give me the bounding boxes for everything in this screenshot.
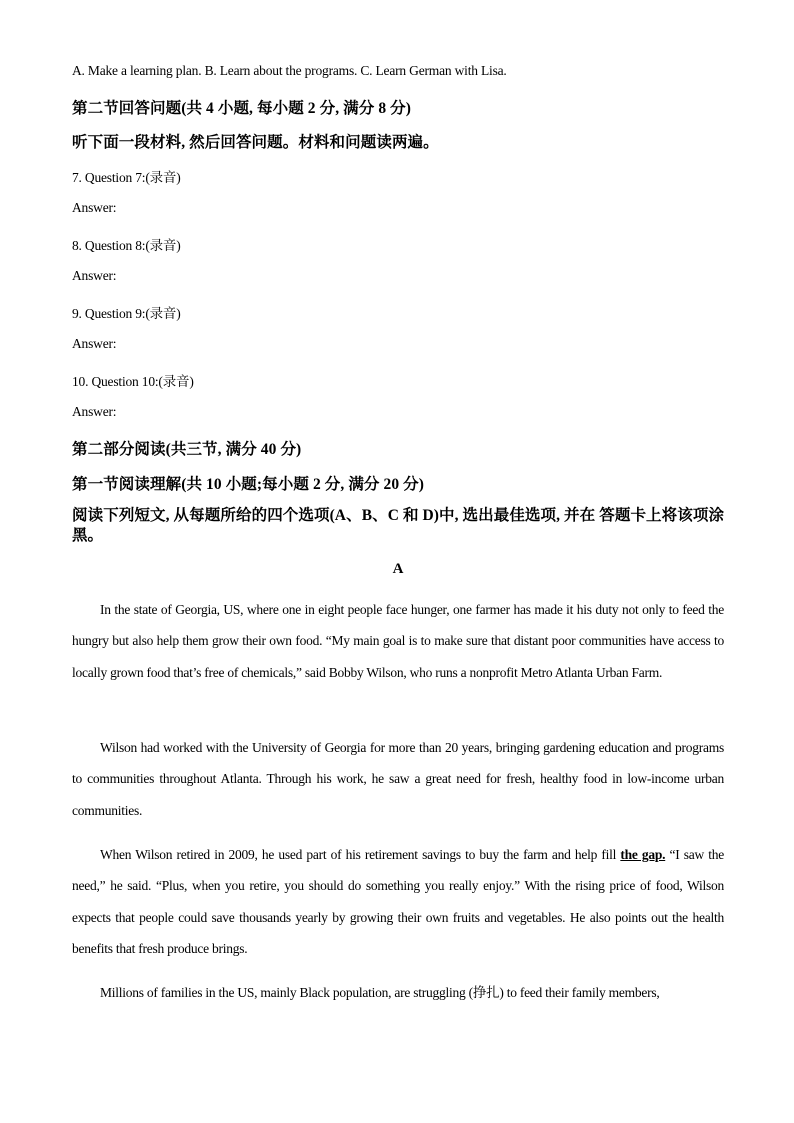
section2-heading: 第二节回答问题(共 4 小题, 每小题 2 分, 满分 8 分) xyxy=(72,100,412,117)
paragraph-3-text-before: When Wilson retired in 2009, he used part of his retirement savings to buy the farm and help fill xyxy=(100,847,621,862)
question-8-prompt: 8. Question 8:(录音) xyxy=(72,238,181,253)
part2-heading: 第二部分阅读(共三节, 满分 40 分) xyxy=(72,441,302,458)
passage-paragraph-2: Wilson had worked with the University of Georgia for more than 20 years, bringing gardening education and programs to communities throughout Atlanta. Through his work, he saw a great need for fresh, healthy food in low-income urban communities. xyxy=(72,740,724,818)
section2-instruction: 听下面一段材料, 然后回答问题。材料和问题读两遍。 xyxy=(72,134,439,151)
passage-paragraph-1: In the state of Georgia, US, where one in eight people face hunger, one farmer has made it his duty not only to feed the hungry but also help them grow their own food. “My main goal is to make sure that distant poor communities have access to locally grown food that’s free of chemicals,” said Bobby Wilson, who runs a nonprofit Metro Atlanta Urban Farm. xyxy=(72,602,724,680)
question-10-prompt: 10. Question 10:(录音) xyxy=(72,374,194,389)
part2-instruction: 阅读下列短文, 从每题所给的四个选项(A、B、C 和 D)中, 选出最佳选项, 并在 答题卡上将该项涂黑。 xyxy=(72,507,724,544)
passage-paragraph-4: Millions of families in the US, mainly Black population, are struggling (挣扎) to feed their family members, xyxy=(100,985,660,1000)
question-9-prompt: 9. Question 9:(录音) xyxy=(72,306,181,321)
listening-options-line: A. Make a learning plan. B. Learn about the programs. C. Learn German with Lisa. xyxy=(72,63,507,78)
question-8-answer-label: Answer: xyxy=(72,268,117,283)
paragraph-3-text-after: “I saw the need,” he said. “Plus, when you retire, you should do something you really enjoy.” With the rising price of food, Wilson expects that people could save thousands yearly by growing their own fruits and vegetables. He also points out the health benefits that fresh produce brings. xyxy=(72,847,724,957)
passage-paragraph-3 xyxy=(72,839,724,965)
question-9-answer-label: Answer: xyxy=(72,336,117,351)
passage-title: A xyxy=(392,561,404,577)
part2-section1-heading: 第一节阅读理解(共 10 小题;每小题 2 分, 满分 20 分) xyxy=(72,476,425,493)
question-10-answer-label: Answer: xyxy=(72,404,117,419)
question-7-prompt: 7. Question 7:(录音) xyxy=(72,170,181,185)
question-7-answer-label: Answer: xyxy=(72,200,117,215)
the-gap-highlight: the gap. xyxy=(620,847,666,862)
